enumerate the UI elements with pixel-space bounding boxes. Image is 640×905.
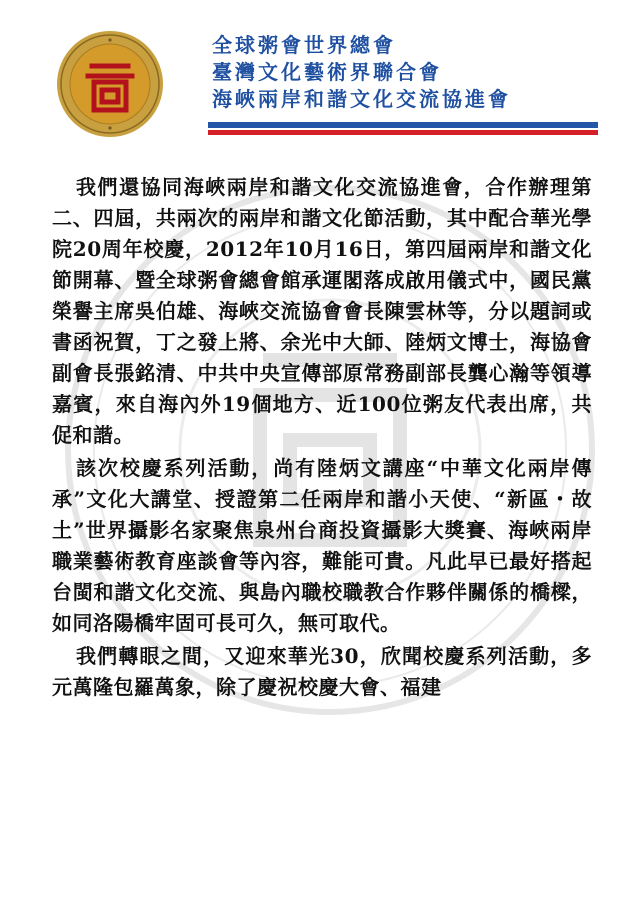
paragraph-2: 該次校慶系列活動，尚有陸炳文講座“中華文化兩岸傳承”文化大講堂、授證第二任兩岸和諧小天使、“新區・故土”世界攝影名家聚焦泉州台商投資攝影大獎賽、海峽兩岸職業藝術教育座談會等內容，難能可貴。凡此早已最好搭起台閩和諧文化交流、與島內職校職教合作夥伴關係的橋樑，如同洛陽橋牢固可長可久，無可取代。 — [52, 456, 592, 635]
org-name-1: 全球粥會世界總會 — [212, 33, 396, 57]
org-name-3: 海峽兩岸和諧文化交流協進會 — [212, 87, 511, 111]
header-rule-blue — [208, 122, 598, 128]
letter-body — [52, 172, 592, 705]
letterhead — [0, 0, 640, 150]
org-name-2: 臺灣文化藝術界聯合會 — [212, 60, 442, 84]
society-seal-logo — [56, 30, 164, 138]
paragraph-3: 我們轉眼之間，又迎來華光30，欣聞校慶系列活動，多元萬隆包羅萬象，除了慶祝校慶大會、福建 — [52, 644, 592, 699]
paragraph-1: 我們還協同海峽兩岸和諧文化交流協進會，合作辦理第二、四屆，共兩次的兩岸和諧文化節活動，其中配合華光學院20周年校慶，2012年10月16日，第四屆兩岸和諧文化節開幕、暨全球粥會總會館承運閣落成啟用儀式中，國民黨榮譽主席吳伯雄、海峽交流協會會長陳雲林等，分以題詞或書函祝賀，丁之發上將、余光中大師、陸炳文博士，海協會副會長張銘清、中共中央宣傳部原常務副部長龔心瀚等領導嘉賓，來自海內外19個地方、近100位粥友代表出席，共促和諧。 — [52, 175, 592, 447]
header-rule-red — [208, 130, 598, 135]
organization-names — [212, 32, 511, 113]
